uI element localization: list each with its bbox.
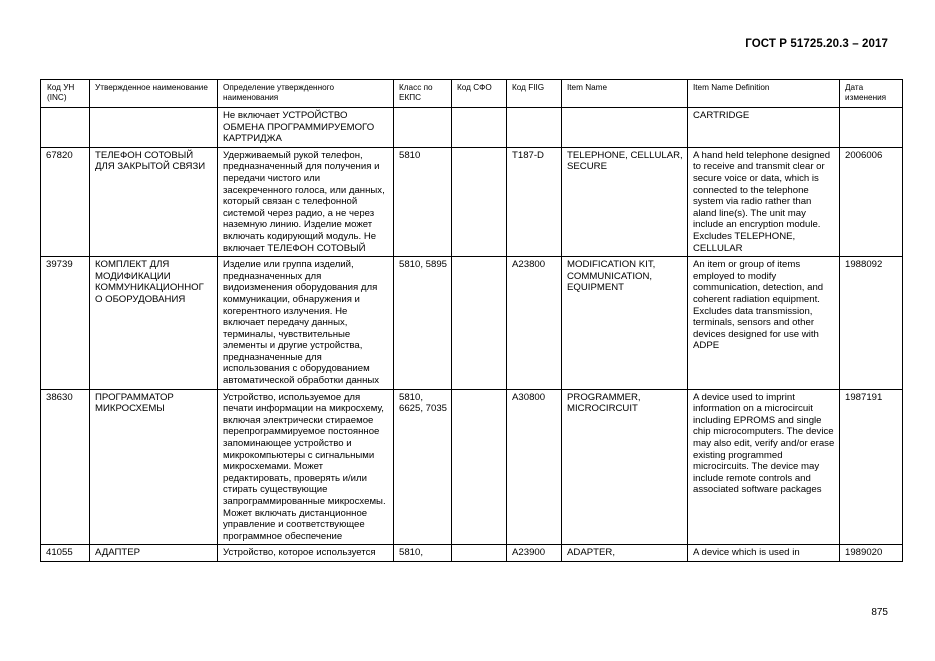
header-item-name-definition: Item Name Definition <box>688 80 840 108</box>
cell-change-date: 1989020 <box>840 545 903 562</box>
header-class-ekps: Класс по ЕКПС <box>394 80 452 108</box>
cell-code-un: 67820 <box>41 147 90 256</box>
table-row <box>41 389 903 545</box>
cell-item-name: TELEPHONE, CELLULAR, SECURE <box>562 147 688 256</box>
cell-change-date: 1988092 <box>840 257 903 390</box>
table-header-row <box>41 80 903 108</box>
table-row <box>41 108 903 148</box>
document-title: ГОСТ Р 51725.20.3 – 2017 <box>745 38 888 50</box>
cell-item-name-definition: A device used to imprint information on a microcircuit including EPROMS and single chip microcomputers. The device may also edit, verify and/or erase existing programmed microcircuits. The device may include remote controls and associated software packages <box>688 389 840 545</box>
catalog-table <box>40 79 903 562</box>
cell-definition-ru: Устройство, используемое для печати информации на микросхему, включая электрически стираемое перепрограммируемое постоянное запоминающее устройство и микрокомпьютеры с сигнальными микросхемами. Может редактировать, проверять и/или стирать существующие запрограммированные микросхемы. Может включать дистанционное управление и соответствующее программное обеспечение <box>218 389 394 545</box>
cell-item-name: ADAPTER, <box>562 545 688 562</box>
cell-item-name: MODIFICATION KIT, COMMUNICATION, EQUIPMENT <box>562 257 688 390</box>
cell-change-date: 2006006 <box>840 147 903 256</box>
cell-approved-name <box>90 108 218 148</box>
cell-code-un: 39739 <box>41 257 90 390</box>
cell-approved-name: КОМПЛЕКТ ДЛЯ МОДИФИКАЦИИ КОММУНИКАЦИОННОГ О ОБОРУДОВАНИЯ <box>90 257 218 390</box>
cell-code-sfo <box>452 257 507 390</box>
cell-class-ekps: 5810, 5895 <box>394 257 452 390</box>
page-number: 875 <box>871 607 888 618</box>
header-definition-ru: Определение утвержденного наименования <box>218 80 394 108</box>
cell-change-date <box>840 108 903 148</box>
cell-item-name-definition: CARTRIDGE <box>688 108 840 148</box>
cell-definition-ru: Устройство, которое используется <box>218 545 394 562</box>
cell-code-fiig <box>507 108 562 148</box>
header-change-date: Дата изменения <box>840 80 903 108</box>
cell-item-name: PROGRAMMER, MICROCIRCUIT <box>562 389 688 545</box>
cell-code-un: 41055 <box>41 545 90 562</box>
table-row <box>41 257 903 390</box>
cell-change-date: 1987191 <box>840 389 903 545</box>
cell-class-ekps <box>394 108 452 148</box>
cell-code-un: 38630 <box>41 389 90 545</box>
table-row <box>41 545 903 562</box>
cell-definition-ru: Изделие или группа изделий, предназначенных для видоизменения оборудования для коммуникации, обнаружения и когерентного излучения. Не включает передачу данных, терминалы, чувствительные элементы и другие устройства, предназначенные для использования с оборудованием автоматической обработки данных <box>218 257 394 390</box>
cell-item-name-definition: An item or group of items employed to modify communication, detection, and coherent radiation equipment. Excludes data transmission, terminals, sensors and other devices designed for use with ADPE <box>688 257 840 390</box>
cell-code-sfo <box>452 389 507 545</box>
cell-code-fiig: A23900 <box>507 545 562 562</box>
cell-code-sfo <box>452 147 507 256</box>
table-row <box>41 147 903 256</box>
cell-code-fiig: A30800 <box>507 389 562 545</box>
cell-class-ekps: 5810, <box>394 545 452 562</box>
cell-item-name-definition: A hand held telephone designed to receive and transmit clear or secure voice or data, which is connected to the telephone system via radio rather than aland line(s). The unit may include an encryption module. Excludes TELEPHONE, CELLULAR <box>688 147 840 256</box>
cell-approved-name: ПРОГРАММАТОР МИКРОСХЕМЫ <box>90 389 218 545</box>
cell-code-sfo <box>452 545 507 562</box>
cell-approved-name: АДАПТЕР <box>90 545 218 562</box>
cell-code-un <box>41 108 90 148</box>
cell-item-name-definition: A device which is used in <box>688 545 840 562</box>
cell-item-name <box>562 108 688 148</box>
cell-code-fiig: T187-D <box>507 147 562 256</box>
cell-class-ekps: 5810, 6625, 7035 <box>394 389 452 545</box>
cell-definition-ru: Удерживаемый рукой телефон, предназначенный для получения и передачи чистого или засекреченного голоса, или данных, который связан с телефонной системой через радио, а не через наземную линию. Изделие может включать кодирующий модуль. Не включает ТЕЛЕФОН СОТОВЫЙ <box>218 147 394 256</box>
header-code-sfo: Код СФО <box>452 80 507 108</box>
cell-approved-name: ТЕЛЕФОН СОТОВЫЙ ДЛЯ ЗАКРЫТОЙ СВЯЗИ <box>90 147 218 256</box>
header-item-name: Item Name <box>562 80 688 108</box>
cell-class-ekps: 5810 <box>394 147 452 256</box>
cell-code-sfo <box>452 108 507 148</box>
header-approved-name: Утвержденное наименование <box>90 80 218 108</box>
cell-code-fiig: A23800 <box>507 257 562 390</box>
header-code-fiig: Код FIIG <box>507 80 562 108</box>
cell-definition-ru: Не включает УСТРОЙСТВО ОБМЕНА ПРОГРАММИРУЕМОГО КАРТРИДЖА <box>218 108 394 148</box>
header-code-un: Код УН (INC) <box>41 80 90 108</box>
